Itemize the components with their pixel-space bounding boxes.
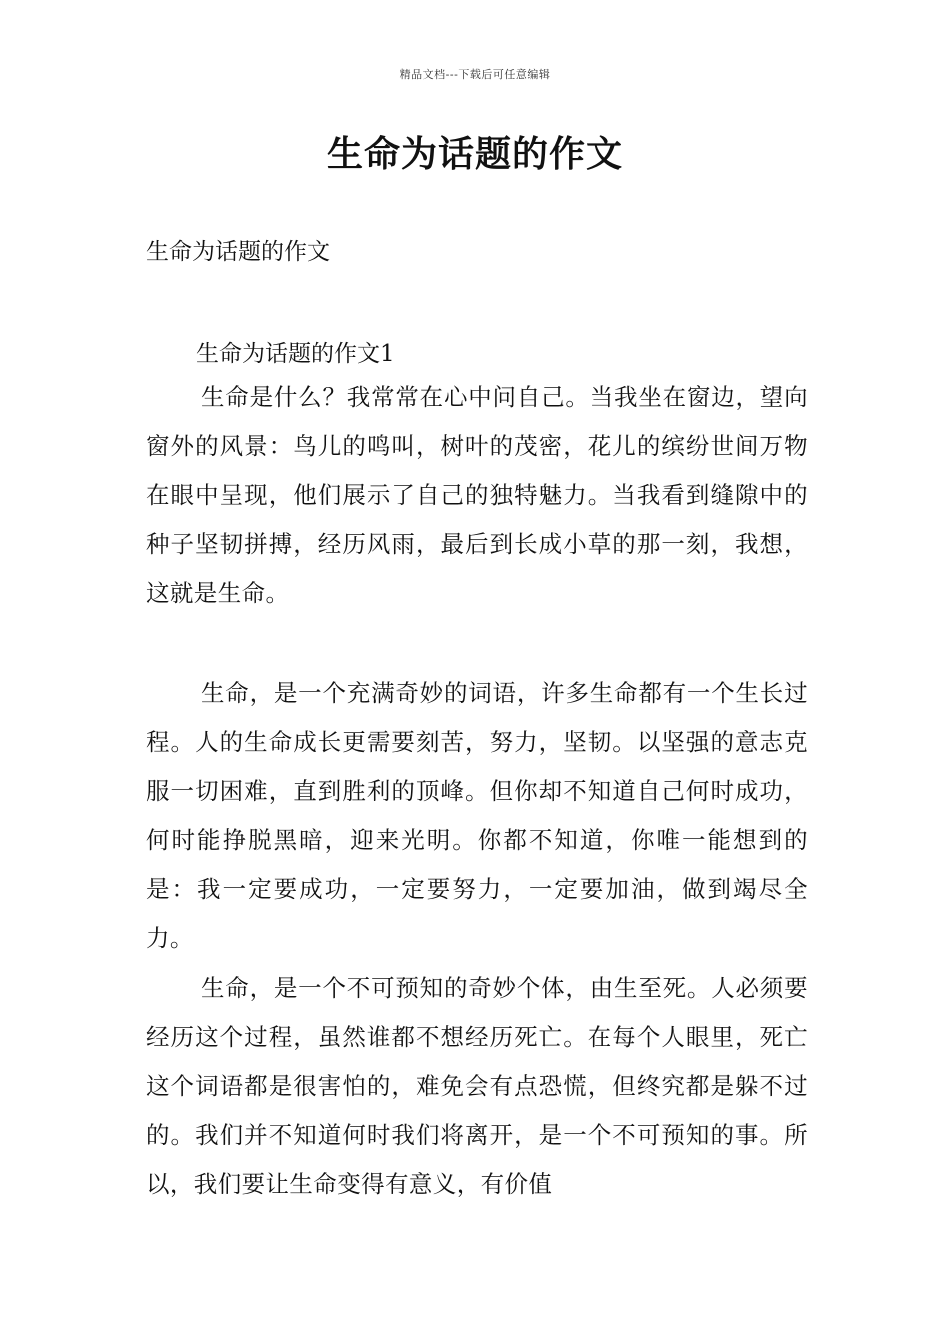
section-heading: 生命为话题的作文1 [196,341,395,367]
body-paragraph: 生命是什么？我常常在心中问自己。当我坐在窗边，望向窗外的风景：鸟儿的鸣叫，树叶的茂密，花儿的缤纷世间万物在眼中呈现，他们展示了自己的独特魅力。当我看到缝隙中的种子坚韧拼搏，经历风雨，最后到长成小草的那一刻，我想，这就是生命。 [146,383,808,607]
document-title: 生命为话题的作文 [326,133,623,175]
document-subtitle: 生命为话题的作文 [146,239,330,265]
body-paragraph: 生命，是一个不可预知的奇妙个体，由生至死。人必须要经历这个过程，虽然谁都不想经历死亡。在每个人眼里，死亡这个词语都是很害怕的，难免会有点恐慌，但终究都是躲不过的。我们并不知道何时我们将离开，是一个不可预知的事。所以，我们要让生命变得有意义，有价值 [146,974,808,1198]
body-paragraph: 生命，是一个充满奇妙的词语，许多生命都有一个生长过程。人的生命成长更需要刻苦，努力，坚韧。以坚强的意志克服一切困难，直到胜利的顶峰。但你却不知道自己何时成功，何时能挣脱黑暗，迎来光明。你都不知道，你唯一能想到的是：我一定要成功，一定要努力，一定要加油，做到竭尽全力。 [146,679,808,952]
header-note: 精品文档---下载后可任意编辑 [399,68,551,81]
